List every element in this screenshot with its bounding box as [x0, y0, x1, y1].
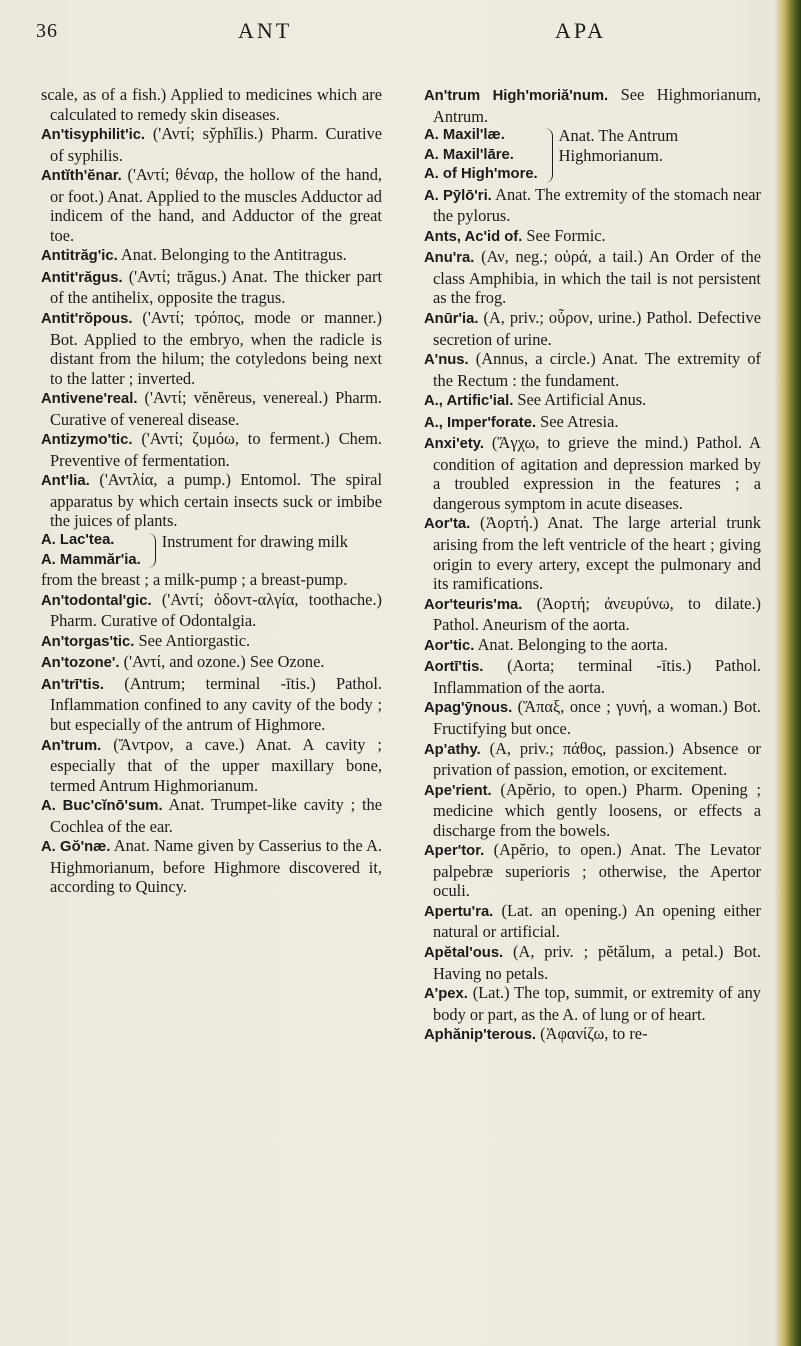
entry-headword: Antit'rŏpous. — [41, 311, 133, 328]
entry-definition: ('Αντί, and ozone.) See Ozone. — [119, 652, 325, 672]
dictionary-entry — [424, 349, 761, 390]
guide-word-left: ANT — [238, 18, 293, 43]
entry-definition: (Aorta; terminal -ītis.) Pathol. Inflammation of the aorta. — [433, 656, 761, 697]
entry-headword: Ap'athy. — [424, 741, 481, 758]
entry-definition: (Apĕrio, to open.) Pharm. Opening ; medicine which gently loosens, or effects a discharge from the bowels. — [433, 779, 761, 840]
entry-definition: See Artificial Anus. — [513, 390, 647, 410]
dictionary-entry — [41, 245, 382, 267]
entry-headword: A., Imper'forate. — [424, 414, 537, 431]
entry-definition: (Apĕrio, to open.) Anat. The Levator palpebræ superioris ; otherwise, the Apertor oculi. — [433, 840, 761, 901]
guide-word-right: APA — [555, 18, 606, 43]
entry-headword: Anūr'ia. — [424, 311, 479, 328]
entry-continuation: from the breast ; a milk-pump ; a breast-pump. — [41, 570, 348, 590]
entry-headword: Aor'teuris'ma. — [424, 596, 523, 613]
dictionary-entry — [41, 631, 382, 653]
entry-headword: A. Maxil'læ. — [424, 127, 505, 144]
entry-headword: A. Mammăr'ia. — [41, 551, 141, 568]
entry-headword: A., Artific'ial. — [424, 393, 514, 410]
entry-definition: (A, priv.; οὖρον, urine.) Pathol. Defective secretion of urine. — [433, 308, 761, 349]
entry-definition: Anat. Name given by Casserius to the A. Highmorianum, before Highmore discovered it, according to Quincy. — [50, 836, 383, 897]
entry-headword: Antizymo'tic. — [41, 432, 133, 449]
entry-headword: A'nus. — [424, 352, 469, 369]
dictionary-entry — [424, 185, 761, 226]
entry-headword: A. Buc'cĭnō'sum. — [41, 798, 163, 815]
dictionary-entry — [41, 652, 382, 674]
dictionary-entry — [41, 470, 382, 531]
dictionary-entry — [41, 308, 382, 388]
dictionary-entry — [424, 390, 761, 412]
brace — [542, 128, 553, 183]
right-column — [424, 85, 761, 1046]
entry-headword: An'trī'tis. — [41, 676, 104, 693]
dictionary-entry — [41, 795, 382, 836]
entry-headword: Aor'tic. — [424, 637, 475, 654]
dictionary-entry — [424, 901, 761, 942]
left-column — [41, 85, 382, 897]
dictionary-entry — [424, 308, 761, 349]
entry-headword: An'torgas'tic. — [41, 633, 135, 650]
entry-headword: An'tozone'. — [41, 655, 120, 672]
entry-definition: (Ἄντρον, a cave.) Anat. A cavity ; especially that of the upper maxillary bone, termed Antrum Highmorianum. — [50, 734, 382, 795]
entry-definition: ('Αντί; τρόπος, mode or manner.) Bot. Applied to the embryo, when the radicle is distant from the hilum; the cotyledons being next to the latter ; inverted. — [50, 308, 382, 388]
entry-definition: Anat. Belonging to the aorta. — [474, 634, 668, 654]
brace — [145, 533, 156, 568]
entry-definition: (Ἅπαξ, once ; γυνή, a woman.) Bot. Fructifying but once. — [433, 697, 761, 738]
entry-definition: ('Αντλία, a pump.) Entomol. The spiral apparatus by which certain insects suck or imbibe the juices of plants. — [50, 470, 382, 531]
entry-definition: (Antrum; terminal -ītis.) Pathol. Inflammation confined to any cavity of the body ; but especially of the antrum of Highmore. — [50, 673, 382, 734]
entry-headword: Ants, Ac'id of. — [424, 228, 523, 245]
dictionary-entry — [424, 656, 761, 697]
dictionary-entry — [41, 267, 382, 308]
entry-headword: An'tisyphilit'ic. — [41, 127, 146, 144]
dictionary-entry — [424, 433, 761, 513]
dictionary-entry — [41, 124, 382, 165]
entry-definition: ('Αντί; θέναρ, the hollow of the hand, or foot.) Anat. Applied to the muscles Adductor ad indicem of the hand, and Adductor of the great toe. — [50, 165, 382, 245]
dictionary-entry — [424, 780, 761, 841]
dictionary-entry — [424, 697, 761, 738]
entry-headword: A. Maxil'lāre. — [424, 146, 514, 163]
entry-definition: See Formic. — [522, 225, 606, 245]
entry-headword: Antit'răgus. — [41, 269, 123, 286]
entry-headword: An'todontal'gic. — [41, 592, 152, 609]
dictionary-entry — [41, 836, 382, 897]
entry-headword: Ant'lia. — [41, 473, 90, 490]
dictionary-entry — [424, 412, 761, 434]
dictionary-entry — [424, 513, 761, 593]
entry-headword: Apertu'ra. — [424, 903, 494, 920]
entry-group — [41, 531, 382, 570]
dictionary-entry — [41, 165, 382, 245]
entry-definition: (Lat. an opening.) An opening either natural or artificial. — [433, 900, 761, 942]
entry-headword: An'trum High'moriă'num. — [424, 88, 609, 104]
entry-headword: Aortī'tis. — [424, 659, 484, 676]
dictionary-entry — [41, 85, 382, 124]
dictionary-entry — [424, 942, 761, 983]
entry-definition: Anat. The Antrum Highmorianum. — [558, 126, 679, 165]
entry-definition: (A, priv. ; pĕtălum, a petal.) Bot. Having no petals. — [433, 941, 761, 983]
entry-definition: (Αν, neg.; οὐρά, a tail.) An Order of the class Amphibia, in which the tail is not persistent as the frog. — [433, 247, 761, 308]
entry-headword: A. Gŏ'næ. — [41, 839, 111, 856]
entry-definition: Anat. Belonging to the Antitragus. — [117, 245, 347, 265]
entry-headword: Anxi'ety. — [424, 436, 484, 453]
entry-definition: Anat. The extremity of the stomach near the pylorus. — [433, 184, 761, 226]
entry-headword: Aor'ta. — [424, 516, 471, 533]
entry-definition: See Atresia. — [536, 411, 619, 431]
page-edge — [775, 0, 801, 1346]
dictionary-entry — [424, 247, 761, 308]
entry-headword: Antitrăg'ic. — [41, 248, 118, 265]
entry-headword: Aphănip'terous. — [424, 1027, 537, 1044]
entry-headword: Aper'tor. — [424, 843, 485, 860]
entry-definition: See Antiorgastic. — [134, 630, 251, 650]
entry-definition: (Annus, a circle.) Anat. The extremity of the Rectum : the fundament. — [433, 349, 761, 390]
dictionary-entry — [424, 739, 761, 780]
entry-headword: Antĭth'ĕnar. — [41, 168, 122, 185]
entry-definition: Anat. Trumpet-like cavity ; the Cochlea of the ear. — [50, 795, 382, 836]
dictionary-entry — [41, 429, 382, 470]
dictionary-entry — [41, 674, 382, 735]
dictionary-entry — [424, 635, 761, 657]
entry-definition: (Ἄγχω, to grieve the mind.) Pathol. A condition of agitation and depression marked by a troubled expression in the features ; a dangerous symptom in acute diseases. — [433, 433, 761, 513]
entry-definition: (Ἀορτή.) Anat. The large arterial trunk arising from the left ventricle of the heart ; giving origin to every artery, except the pulmonary and its ramifications. — [433, 513, 761, 594]
entry-definition: Instrument for drawing milk — [161, 532, 348, 552]
dictionary-entry — [424, 226, 761, 248]
entry-definition: ('Αντί; vĕnĕreus, venereal.) Pharm. Curative of venereal disease. — [50, 388, 382, 429]
dictionary-entry — [41, 388, 382, 429]
entry-group — [424, 126, 761, 185]
entry-headword: Antivene'real. — [41, 391, 138, 408]
entry-definition: ('Αντί; trăgus.) Anat. The thicker part of the antihelix, opposite the tragus. — [50, 266, 382, 308]
entry-headword: Ape'rient. — [424, 782, 492, 799]
entry-headword: Apag'ȳnous. — [424, 700, 513, 717]
entry-definition: scale, as of a fish.) Applied to medicines which are calculated to remedy skin diseases. — [41, 85, 382, 124]
entry-headword: A. Lac'tea. — [41, 532, 115, 549]
dictionary-entry — [424, 840, 761, 901]
dictionary-entry — [41, 735, 382, 796]
entry-definition: (Lat.) The top, summit, or extremity of any body or part, as the A. of lung or of heart. — [433, 983, 761, 1024]
entry-headword: An'trum. — [41, 737, 102, 754]
entry-definition: ('Αντί; ζυμόω, to ferment.) Chem. Preventive of fermentation. — [50, 429, 382, 470]
dictionary-entry — [424, 983, 761, 1024]
entry-headword: A. of High'more. — [424, 166, 538, 183]
running-header — [0, 18, 801, 48]
entry-definition: See Highmorianum, Antrum. — [433, 85, 761, 126]
dictionary-entry — [424, 1024, 761, 1046]
entry-headword: Apĕtal'ous. — [424, 944, 504, 961]
entry-definition: (Ἀορτή; ἀνευρύνω, to dilate.) Pathol. Aneurism of the aorta. — [433, 593, 761, 635]
entry-definition: (Ἀφανίζω, to re- — [536, 1024, 648, 1044]
dictionary-entry — [424, 85, 761, 126]
entry-headword: Anu'ra. — [424, 250, 475, 267]
page-number: 36 — [36, 20, 58, 42]
dictionary-entry — [41, 590, 382, 631]
entry-headword: A. Pȳlō'ri. — [424, 187, 492, 204]
dictionary-entry — [424, 594, 761, 635]
entry-headword: A'pex. — [424, 986, 468, 1003]
entry-definition: ('Αντί; ὀδοντ-αλγία, toothache.) Pharm. Curative of Odontalgia. — [50, 589, 382, 631]
entry-definition: (A, priv.; πάθος, passion.) Absence or privation of passion, emotion, or excitement. — [433, 738, 761, 780]
entry-definition: ('Αντί; sy̆phĭlis.) Pharm. Curative of syphilis. — [50, 124, 382, 165]
